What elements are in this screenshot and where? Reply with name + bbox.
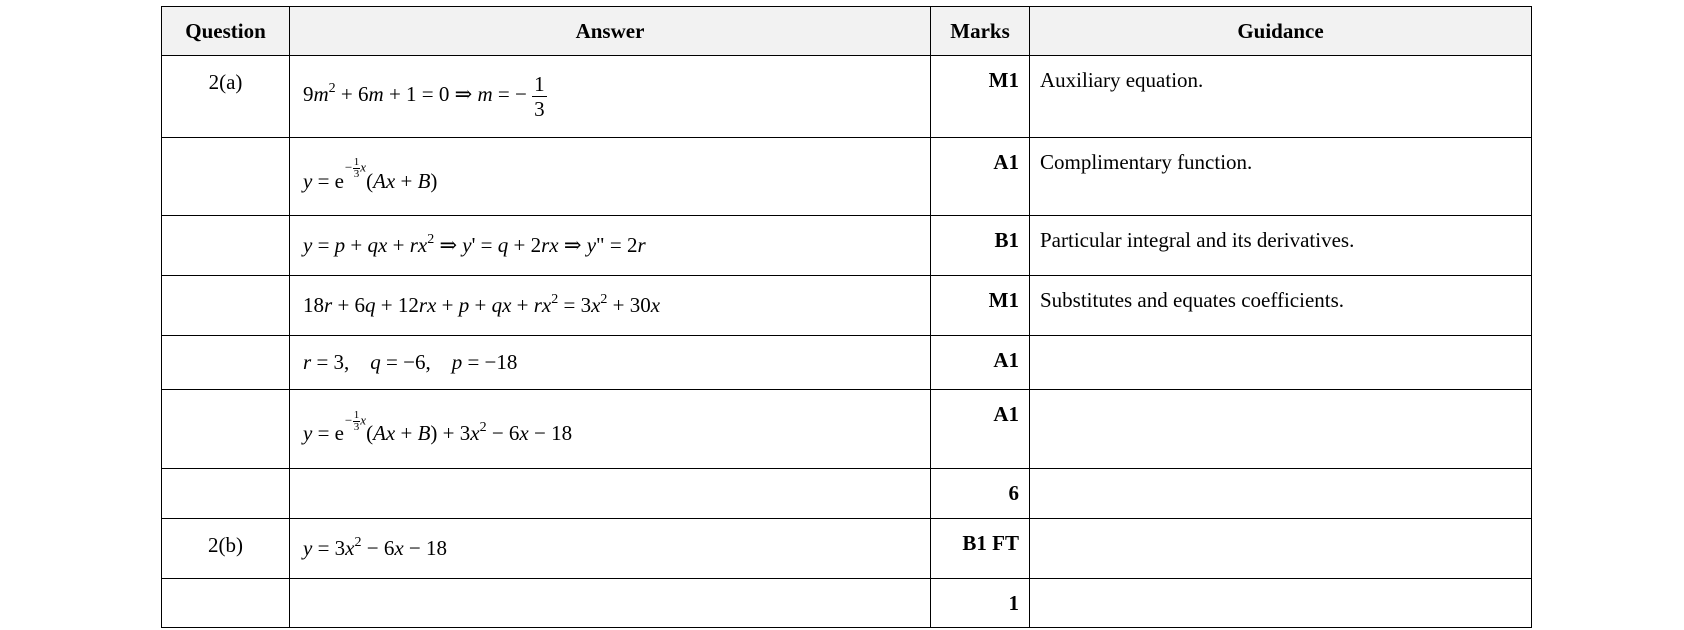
mark-total: 1 <box>931 579 1030 628</box>
answer-cell <box>290 579 931 628</box>
header-marks: Marks <box>931 7 1030 56</box>
table-row <box>162 56 1532 138</box>
mark-cell: B1 <box>931 216 1030 276</box>
table-row <box>162 276 1532 336</box>
question-cell-empty <box>162 469 290 519</box>
question-cell-empty <box>162 138 290 216</box>
table-row <box>162 216 1532 276</box>
guidance-cell: Complimentary function. <box>1030 138 1532 216</box>
answer-math: 18r + 6q + 12rx + p + qx + $rx^2 = 3x^2 + 30x$ <box>303 292 661 317</box>
answer-math: $y = 3x^2 - 6x - 18$ <box>303 535 448 560</box>
mark-scheme-table <box>161 6 1532 628</box>
question-cell-empty <box>162 216 290 276</box>
answer-cell <box>290 216 931 276</box>
mark-cell: B1 FT <box>931 519 1030 579</box>
table-row <box>162 519 1532 579</box>
answer-cell <box>290 138 931 216</box>
guidance-cell <box>1030 579 1532 628</box>
header-guidance: Guidance <box>1030 7 1532 56</box>
guidance-cell <box>1030 336 1532 390</box>
guidance-cell: Substitutes and equates coefficients. <box>1030 276 1532 336</box>
mark-cell: M1 <box>931 276 1030 336</box>
header-answer: Answer <box>290 7 931 56</box>
table-row-total <box>162 469 1532 519</box>
question-number: 2(a) <box>162 56 290 138</box>
answer-math: r = 3, q = −6, p = −18 <box>303 350 518 374</box>
guidance-cell <box>1030 390 1532 469</box>
answer-cell <box>290 56 931 138</box>
header-row <box>162 7 1532 56</box>
answer-cell <box>290 469 931 519</box>
table-row-total <box>162 579 1532 628</box>
answer-math: y = e− $\frac{1}{3}$ $x(Ax + B) + 3x^2 - 6x - 18$ <box>303 408 573 446</box>
mark-cell: A1 <box>931 390 1030 469</box>
table-row <box>162 138 1532 216</box>
answer-cell <box>290 390 931 469</box>
mark-total: 6 <box>931 469 1030 519</box>
mark-cell: A1 <box>931 336 1030 390</box>
question-cell-empty <box>162 579 290 628</box>
table-row <box>162 336 1532 390</box>
answer-math: $9m^2 + 6m + 1 = 0$ ⇒ m = − $\frac{1}{3}$ <box>303 72 545 121</box>
mark-cell: M1 <box>931 56 1030 138</box>
guidance-cell <box>1030 519 1532 579</box>
header-question: Question <box>162 7 290 56</box>
question-number: 2(b) <box>162 519 290 579</box>
answer-cell <box>290 519 931 579</box>
mark-cell: A1 <box>931 138 1030 216</box>
answer-cell <box>290 336 931 390</box>
question-cell-empty <box>162 390 290 469</box>
guidance-cell: Auxiliary equation. <box>1030 56 1532 138</box>
answer-math: y = p + qx + $rx^2$ ⇒ y' = q + 2rx ⇒ y" = 2r <box>303 232 646 257</box>
table-row <box>162 390 1532 469</box>
guidance-cell <box>1030 469 1532 519</box>
answer-math: y = e− $\frac{1}{3}$ x(Ax + B) <box>303 156 438 193</box>
question-cell-empty <box>162 276 290 336</box>
question-cell-empty <box>162 336 290 390</box>
answer-cell <box>290 276 931 336</box>
guidance-cell: Particular integral and its derivatives. <box>1030 216 1532 276</box>
